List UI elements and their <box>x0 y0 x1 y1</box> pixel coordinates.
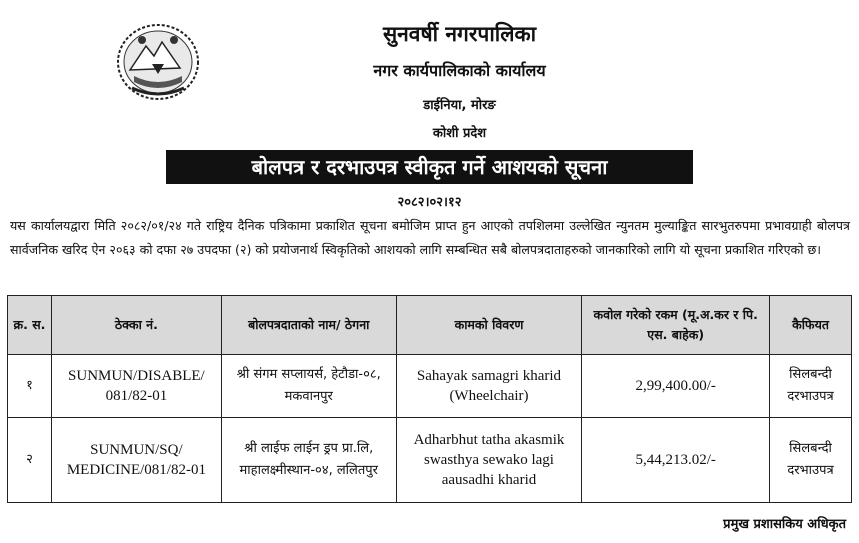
province-name: कोशी प्रदेश <box>432 126 487 141</box>
row-remarks: सिलबन्दी दरभाउपत्र <box>770 355 852 418</box>
col-header-description: कामको विवरण <box>396 296 582 355</box>
col-header-contract-no: ठेक्का नं. <box>51 296 221 355</box>
col-header-bidder: बोलपत्रदाताको नाम/ ठेगना <box>221 296 396 355</box>
row-amount: 5,44,213.02/- <box>582 418 770 503</box>
notice-body: यस कार्यालयद्वारा मिति २०८२/०१/२४ गते राष्ट्रिय दैनिक पत्रिकामा प्रकाशित सूचना बमोजिम प्राप्त हुन आएको तपशिलमा उल्लेखित न्युनतम मुल्याङ्कित सारभुतरुपमा प्रभावग्राही बोलपत्र सार्वजनिक खरिद ऐन २०६३ को दफा २७ उपदफा (२) को प्रयोजनार्थ स्विकृतिको आशयको लागि सम्बन्धित सबै बोलपत्रदाताहरुको जानकारिको लागि यो सूचना प्रकाशित गरिएको छ। <box>10 218 850 257</box>
row-contract-no: SUNMUN/SQ/ MEDICINE/081/82-01 <box>51 418 221 503</box>
col-header-remarks: कैफियत <box>770 296 852 355</box>
col-header-amount: कवोल गरेको रकम (मू.अ.कर र पि. एस. बाहेक) <box>582 296 770 355</box>
table-row <box>8 355 852 418</box>
row-amount: 2,99,400.00/- <box>582 355 770 418</box>
row-bidder: श्री लाईफ लाईन ड्रप प्रा.लि, माहालक्ष्मीस्थान-०४, ललितपुर <box>221 418 396 503</box>
row-bidder: श्री संगम सप्लायर्स, हेटौडा-०८, मकवानपुर <box>221 355 396 418</box>
row-sn: २ <box>8 418 52 503</box>
office-name: नगर कार्यपालिकाको कार्यालय <box>373 61 546 80</box>
municipality-name: सुनवर्षी नगरपालिका <box>382 22 537 46</box>
row-description: Adharbhut tatha akasmik swasthya sewako lagi aausadhi kharid <box>396 418 582 503</box>
notice-date: २०८२।०२।१२ <box>397 195 462 210</box>
table-row <box>8 418 852 503</box>
row-sn: १ <box>8 355 52 418</box>
signatory-title: प्रमुख प्रशासकिय अधिकृत <box>723 517 846 532</box>
col-header-sn: क्र. स. <box>8 296 52 355</box>
row-contract-no: SUNMUN/DISABLE/ 081/82-01 <box>51 355 221 418</box>
row-description: Sahayak samagri kharid (Wheelchair) <box>396 355 582 418</box>
row-remarks: सिलबन्दी दरभाउपत्र <box>770 418 852 503</box>
bid-table <box>7 295 852 503</box>
office-address: डाईनिया, मोरङ <box>423 98 496 113</box>
notice-title: बोलपत्र र दरभाउपत्र स्वीकृत गर्ने आशयको सूचना <box>166 150 693 184</box>
table-header-row <box>8 296 852 355</box>
